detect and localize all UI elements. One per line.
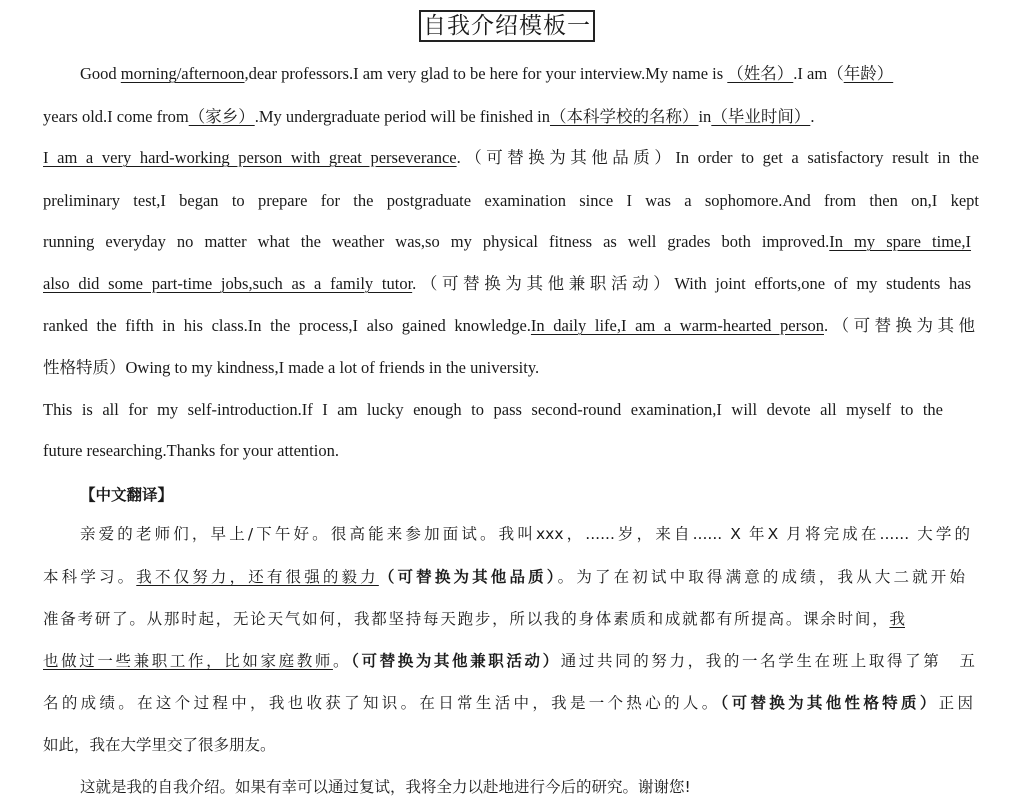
en-line-5 [43,231,971,253]
en-line-6 [43,273,971,295]
zh-highlight: 也做过一些兼职工作，比如家庭教师 [43,652,333,670]
en-line-1 [80,63,893,85]
en-blank-graduation: （毕业时间） [711,107,811,126]
zh-text: 名的成绩。在这个过程中，我也收获了知识。在日常生活中，我是一个热心的人。 [43,694,721,712]
en-line-7 [43,315,975,337]
en-text: .My undergraduate period will be finished in [254,107,550,126]
en-text: .I am（ [793,64,844,83]
en-text: .（可替换为其他 [824,316,976,335]
en-line-3 [43,147,979,169]
zh-replace-note: （可替换为其他性格特质） [720,694,939,712]
zh-replace-note: （可替换为其他兼职活动） [351,652,561,670]
zh-text: 。为了在初试中取得满意的成绩，我从大二就开始 [557,568,965,586]
en-text: .（可替换为其他兼职活动）With joint efforts,one of my students has [412,274,971,293]
en-blank-greeting: morning/afternoon [120,64,245,83]
section-heading: 【中文翻译】 [80,486,174,504]
en-highlight: In daily life,I am a warm-hearted person [530,316,824,335]
page-title: 自我介绍模板一 [419,10,595,42]
zh-line-3 [43,608,905,630]
en-line-2 [43,106,814,128]
en-text: ,dear professors.I am very glad to be here for your interview.My name is [244,64,728,83]
en-text: running everyday no matter what the weather was,so my physical fitness as well grades both improved. [43,232,830,251]
zh-line-1: 亲爱的老师们，早上/下午好。很高能来参加面试。我叫xxx，......岁，来自...... X 年X 月将完成在...... 大学的 [80,525,970,543]
en-blank-age: 年龄） [843,64,894,83]
en-line-8: 性格特质）Owing to my kindness,I made a lot of friends in the university. [43,358,540,377]
en-text: Good [80,64,121,83]
en-text: .（可替换为其他品质）In order to get a satisfactory result in the [456,148,979,167]
en-line-9: This is all for my self-introduction.If I am lucky enough to pass second-round examination,I will devote all myself to the [43,400,943,419]
zh-text: 通过共同的努力，我的一名学生在班上取得了第 五 [560,652,975,670]
en-highlight: also did some part-time jobs,such as a family tutor [43,274,413,293]
zh-text: 准备考研了。从那时起，无论天气如何，我都坚持每天跑步，所以我的身体素质和成就都有所提高。课余时间， [43,610,890,628]
en-text: years old.I come from [43,107,189,126]
en-blank-hometown: （家乡） [188,107,255,126]
en-line-10: future researching.Thanks for your attention. [43,441,339,460]
zh-text: 本科学习。 [43,568,137,586]
zh-text: 。 [332,652,352,670]
zh-line-5 [43,692,973,714]
zh-highlight: 我不仅努力，还有很强的毅力 [136,568,379,586]
en-highlight: I am a very hard-working person with great perseverance [43,148,457,167]
en-text: in [698,107,712,126]
en-text: ranked the fifth in his class.In the process,I also gained knowledge. [43,316,531,335]
zh-text: 正因 [938,694,973,712]
en-blank-school: （本科学校的名称） [549,107,699,126]
zh-highlight: 我 [889,610,905,628]
zh-line-6: 如此，我在大学里交了很多朋友。 [43,736,276,754]
zh-replace-note: （可替换为其他品质） [378,568,558,586]
en-blank-name: （姓名） [727,64,794,83]
en-line-4: preliminary test,I began to prepare for the postgraduate examination since I was a sophomore.And from then on,I kept [43,191,979,210]
zh-line-4 [43,650,975,672]
en-text: . [810,107,815,126]
zh-line-7: 这就是我的自我介绍。如果有幸可以通过复试，我将全力以赴地进行今后的研究。谢谢您! [80,778,691,796]
zh-line-2 [43,566,965,588]
en-highlight: In my spare time,I [829,232,972,251]
